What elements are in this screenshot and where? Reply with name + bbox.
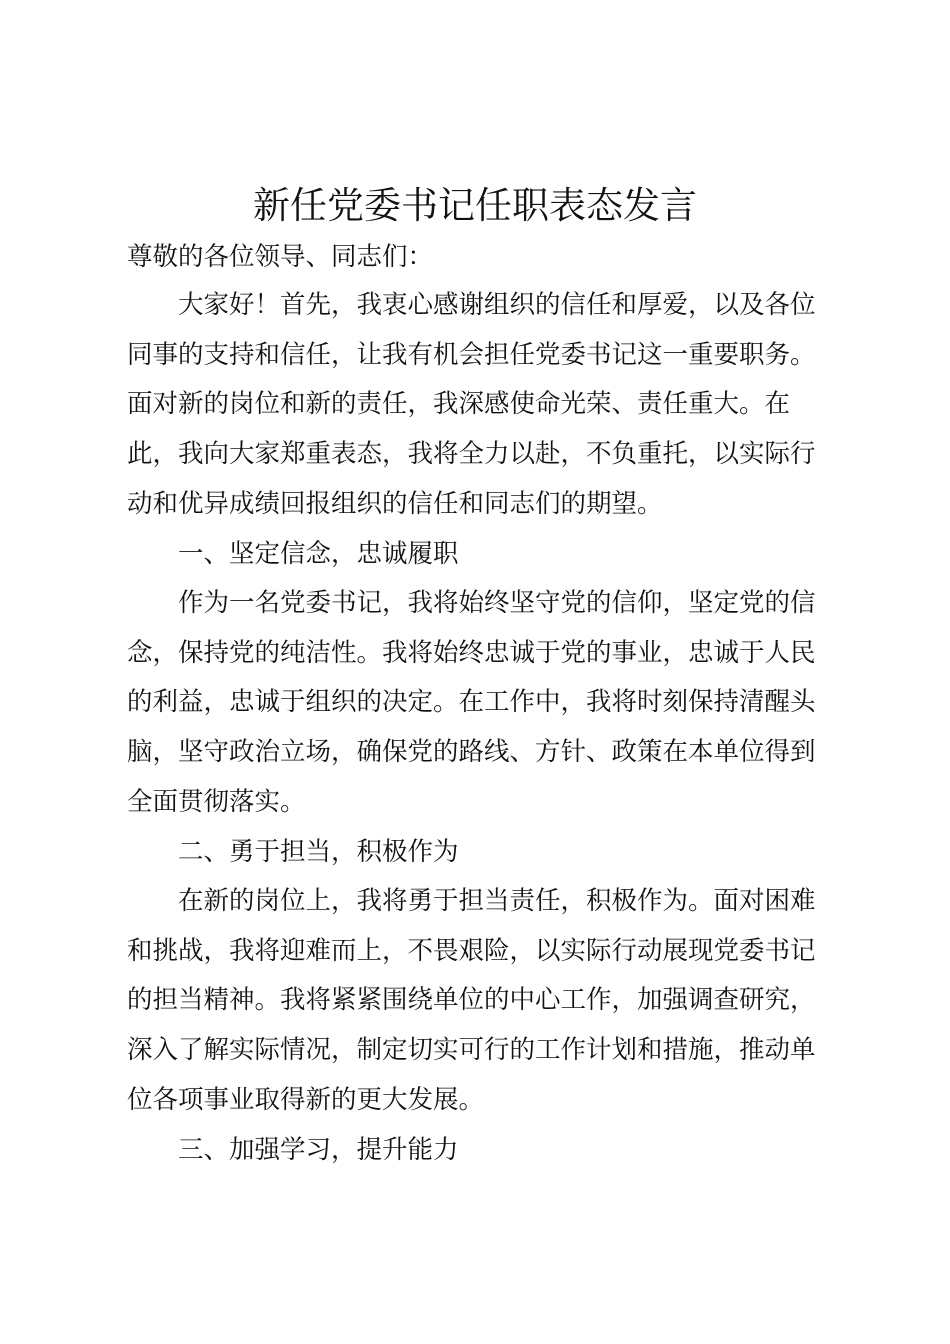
section-heading-2: 二、勇于担当，积极作为 xyxy=(178,837,459,867)
section-paragraph-2: 在新的岗位上，我将勇于担当责任，积极作为。面对困难和挑战，我将迎难而上，不畏艰险，以实际行动展现党委书记的担当精神。我将紧紧围绕单位的中心工作，加强调查研究，深入了解实际情况，制定切实可行的工作计划和措施，推动单位各项事业取得新的更大发展。 xyxy=(127,886,816,1115)
document-title: 新任党委书记任职表态发言 xyxy=(253,184,697,227)
section-paragraph-1: 作为一名党委书记，我将始终坚守党的信仰，坚定党的信念，保持党的纯洁性。我将始终忠诚于党的事业，忠诚于人民的利益，忠诚于组织的决定。在工作中，我将时刻保持清醒头脑，坚守政治立场，确保党的路线、方针、政策在本单位得到全面贯彻落实。 xyxy=(127,588,816,817)
section-heading-1: 一、坚定信念，忠诚履职 xyxy=(178,539,459,569)
intro-paragraph: 大家好！首先，我衷心感谢组织的信任和厚爱，以及各位同事的支持和信任，让我有机会担任党委书记这一重要职务。面对新的岗位和新的责任，我深感使命光荣、责任重大。在此，我向大家郑重表态，我将全力以赴，不负重托，以实际行动和优异成绩回报组织的信任和同志们的期望。 xyxy=(127,290,816,519)
section-heading-3: 三、加强学习，提升能力 xyxy=(178,1135,459,1165)
salutation: 尊敬的各位领导、同志们： xyxy=(127,242,434,272)
